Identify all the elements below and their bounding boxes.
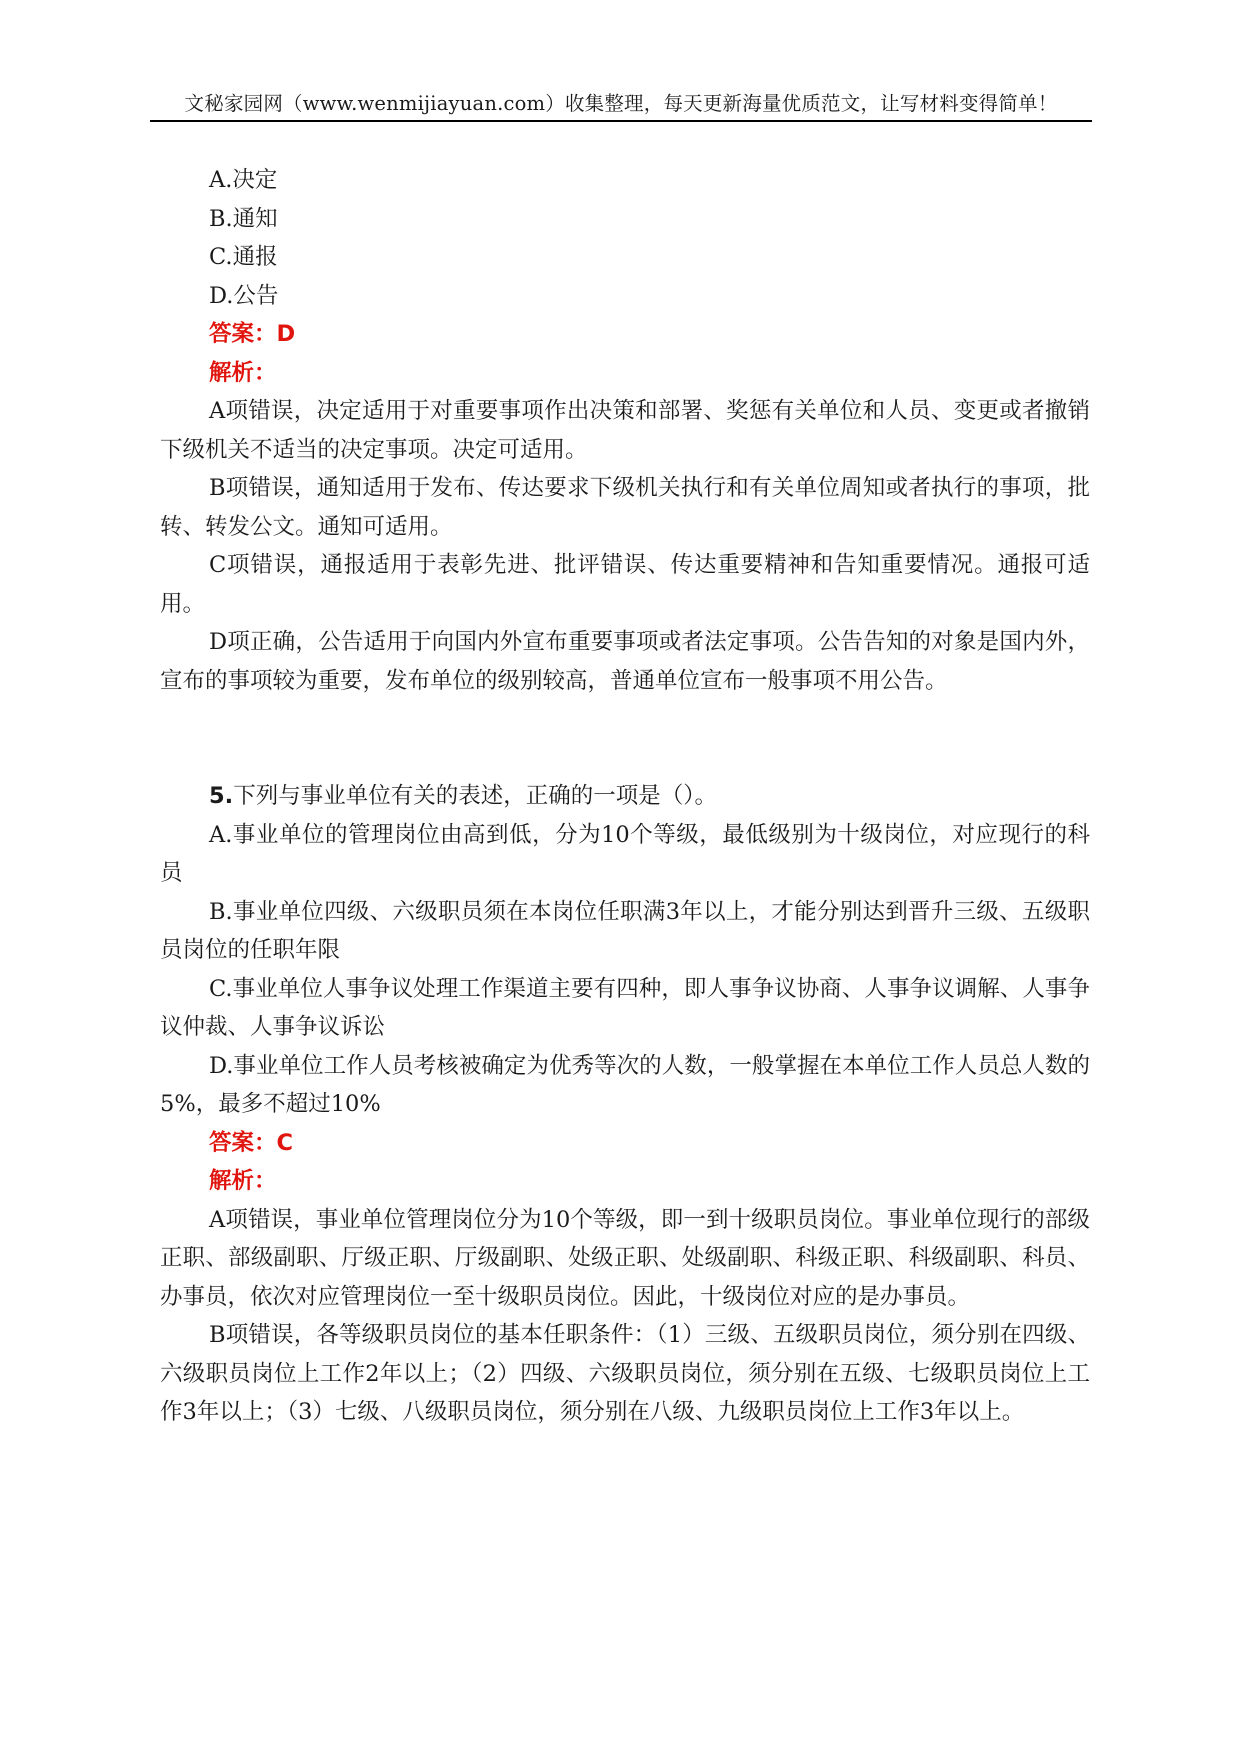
q5-option-b: B.事业单位四级、六级职员须在本岗位任职满3年以上，才能分别达到晋升三级、五级职员岗位的任职年限 bbox=[160, 898, 1090, 963]
q4-option-c: C.通报 bbox=[209, 244, 278, 270]
q4-analysis-label: 解析： bbox=[209, 359, 277, 386]
q4-option-d: D.公告 bbox=[209, 282, 279, 309]
q4-option-a: A.决定 bbox=[209, 167, 278, 193]
q5-question-text: 下列与事业单位有关的表述，正确的一项是（）。 bbox=[233, 783, 717, 809]
q5-analysis-b: B项错误，各等级职员岗位的基本任职条件：（1）三级、五级职员岗位，须分别在四级、六级职员岗位上工作2年以上；（2）四级、六级职员岗位，须分别在五级、七级职员岗位上工作3年以上；（3）七级、八级职员岗位，须分别在八级、九级职员岗位上工作3年以上。 bbox=[160, 1322, 1090, 1425]
q4-analysis-b: B项错误，通知适用于发布、传达要求下级机关执行和有关单位周知或者执行的事项，批转、转发公文。通知可适用。 bbox=[160, 475, 1090, 540]
document-body bbox=[160, 161, 1090, 1432]
q5-option-c: C.事业单位人事争议处理工作渠道主要有四种，即人事争议协商、人事争议调解、人事争议仲裁、人事争议诉讼 bbox=[160, 975, 1090, 1040]
q4-option-b: B.通知 bbox=[209, 205, 278, 232]
q5-option-a: A.事业单位的管理岗位由高到低，分为10个等级，最低级别为十级岗位，对应现行的科员 bbox=[160, 821, 1090, 886]
section-gap bbox=[160, 700, 1090, 777]
q4-analysis-d: D项正确，公告适用于向国内外宣布重要事项或者法定事项。公告告知的对象是国内外，宣布的事项较为重要，发布单位的级别较高，普通单位宣布一般事项不用公告。 bbox=[160, 629, 1090, 694]
q5-question bbox=[160, 777, 1090, 816]
q5-analysis-a: A项错误，事业单位管理岗位分为10个等级，即一到十级职员岗位。事业单位现行的部级正职、部级副职、厅级正职、厅级副职、处级正职、处级副职、科级正职、科级副职、科员、办事员，依次对应管理岗位一至十级职员岗位。因此，十级岗位对应的是办事员。 bbox=[160, 1206, 1090, 1310]
q5-analysis-label: 解析： bbox=[209, 1168, 277, 1194]
q5-answer: 答案：C bbox=[209, 1129, 294, 1156]
q4-analysis-a: A项错误，决定适用于对重要事项作出决策和部署、奖惩有关单位和人员、变更或者撤销下级机关不适当的决定事项。决定可适用。 bbox=[160, 398, 1090, 463]
q4-answer: 答案：D bbox=[209, 321, 296, 347]
q5-number: 5. bbox=[209, 783, 234, 809]
q4-analysis-c: C项错误，通报适用于表彰先进、批评错误、传达重要精神和告知重要情况。通报可适用。 bbox=[160, 552, 1090, 617]
q5-option-d: D.事业单位工作人员考核被确定为优秀等次的人数，一般掌握在本单位工作人员总人数的5%，最多不超过10% bbox=[160, 1052, 1090, 1117]
header-text: 文秘家园网（www.wenmijiayuan.com）收集整理，每天更新海量优质范文，让写材料变得简单！ bbox=[184, 92, 1058, 115]
page-header bbox=[150, 90, 1092, 122]
